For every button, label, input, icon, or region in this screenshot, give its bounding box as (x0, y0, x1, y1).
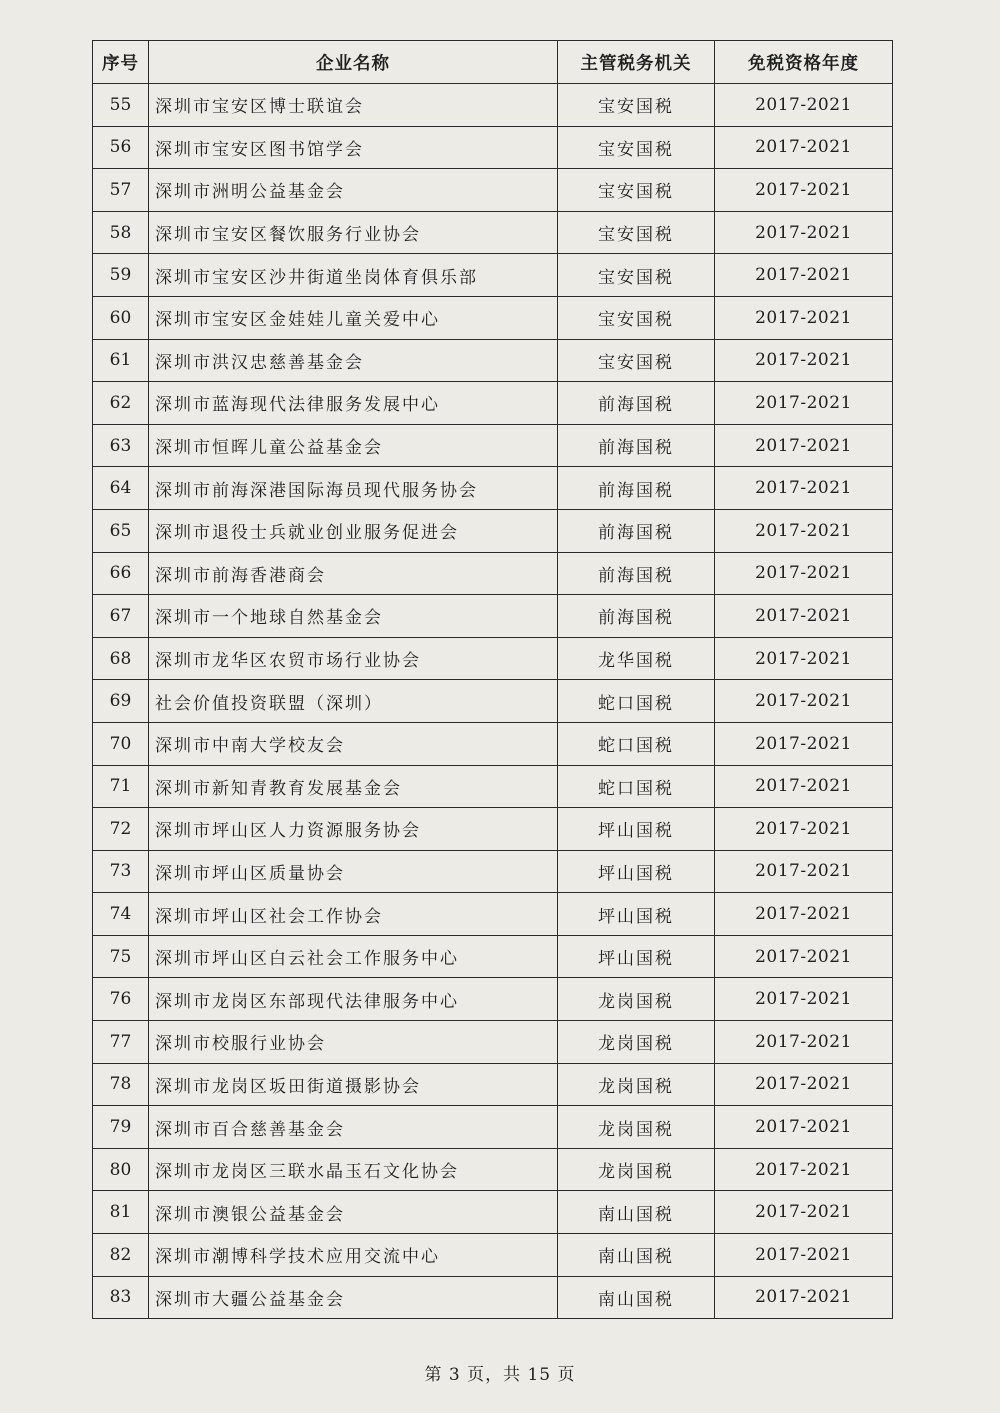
row-exemption-years: 2017-2021 (715, 254, 893, 297)
row-tax-office: 蛇口国税 (558, 765, 715, 808)
row-exemption-years: 2017-2021 (715, 211, 893, 254)
row-org-name: 深圳市恒晖儿童公益基金会 (149, 424, 558, 467)
row-tax-office: 蛇口国税 (558, 680, 715, 723)
row-seq: 64 (93, 467, 149, 510)
row-org-name: 深圳市洪汉忠慈善基金会 (149, 339, 558, 382)
row-org-name: 深圳市中南大学校友会 (149, 722, 558, 765)
row-org-name: 深圳市退役士兵就业创业服务促进会 (149, 509, 558, 552)
row-exemption-years: 2017-2021 (715, 382, 893, 425)
row-exemption-years: 2017-2021 (715, 1191, 893, 1234)
row-tax-office: 龙岗国税 (558, 1106, 715, 1149)
row-exemption-years: 2017-2021 (715, 296, 893, 339)
row-org-name: 深圳市宝安区博士联谊会 (149, 84, 558, 127)
row-seq: 75 (93, 935, 149, 978)
header-years: 免税资格年度 (715, 41, 893, 84)
table-row (93, 211, 893, 254)
row-tax-office: 坪山国税 (558, 850, 715, 893)
row-exemption-years: 2017-2021 (715, 339, 893, 382)
header-name: 企业名称 (149, 41, 558, 84)
row-seq: 79 (93, 1106, 149, 1149)
row-exemption-years: 2017-2021 (715, 126, 893, 169)
row-seq: 74 (93, 893, 149, 936)
row-seq: 72 (93, 808, 149, 851)
row-seq: 66 (93, 552, 149, 595)
row-org-name: 深圳市宝安区图书馆学会 (149, 126, 558, 169)
table-row (93, 296, 893, 339)
row-exemption-years: 2017-2021 (715, 467, 893, 510)
row-exemption-years: 2017-2021 (715, 1063, 893, 1106)
row-seq: 81 (93, 1191, 149, 1234)
row-org-name: 深圳市坪山区质量协会 (149, 850, 558, 893)
row-exemption-years: 2017-2021 (715, 765, 893, 808)
row-exemption-years: 2017-2021 (715, 84, 893, 127)
table-row (93, 169, 893, 212)
row-seq: 59 (93, 254, 149, 297)
row-tax-office: 宝安国税 (558, 84, 715, 127)
table-row (93, 808, 893, 851)
row-tax-office: 前海国税 (558, 382, 715, 425)
row-org-name: 深圳市坪山区人力资源服务协会 (149, 808, 558, 851)
row-tax-office: 宝安国税 (558, 211, 715, 254)
row-tax-office: 坪山国税 (558, 808, 715, 851)
row-tax-office: 龙岗国税 (558, 1021, 715, 1064)
row-seq: 71 (93, 765, 149, 808)
row-org-name: 深圳市校服行业协会 (149, 1021, 558, 1064)
table-row (93, 254, 893, 297)
row-seq: 61 (93, 339, 149, 382)
row-seq: 77 (93, 1021, 149, 1064)
table-row (93, 1191, 893, 1234)
table-header-row (93, 41, 893, 84)
row-exemption-years: 2017-2021 (715, 1021, 893, 1064)
row-exemption-years: 2017-2021 (715, 552, 893, 595)
row-tax-office: 前海国税 (558, 595, 715, 638)
row-exemption-years: 2017-2021 (715, 595, 893, 638)
row-org-name: 深圳市龙岗区东部现代法律服务中心 (149, 978, 558, 1021)
row-seq: 57 (93, 169, 149, 212)
row-seq: 68 (93, 637, 149, 680)
table-row (93, 595, 893, 638)
table-row (93, 850, 893, 893)
row-tax-office: 龙华国税 (558, 637, 715, 680)
table-row (93, 1106, 893, 1149)
table-row (93, 84, 893, 127)
row-exemption-years: 2017-2021 (715, 1106, 893, 1149)
row-org-name: 深圳市潮博科学技术应用交流中心 (149, 1234, 558, 1277)
row-tax-office: 龙岗国税 (558, 978, 715, 1021)
row-org-name: 深圳市百合慈善基金会 (149, 1106, 558, 1149)
row-org-name: 深圳市坪山区白云社会工作服务中心 (149, 935, 558, 978)
row-tax-office: 宝安国税 (558, 169, 715, 212)
table-row (93, 765, 893, 808)
row-tax-office: 南山国税 (558, 1234, 715, 1277)
row-exemption-years: 2017-2021 (715, 978, 893, 1021)
table-row (93, 1148, 893, 1191)
row-exemption-years: 2017-2021 (715, 424, 893, 467)
header-office: 主管税务机关 (558, 41, 715, 84)
row-seq: 80 (93, 1148, 149, 1191)
table-row (93, 680, 893, 723)
row-tax-office: 蛇口国税 (558, 722, 715, 765)
table-row (93, 126, 893, 169)
row-exemption-years: 2017-2021 (715, 808, 893, 851)
row-seq: 62 (93, 382, 149, 425)
row-tax-office: 南山国税 (558, 1191, 715, 1234)
row-tax-office: 前海国税 (558, 424, 715, 467)
table-row (93, 467, 893, 510)
table-row (93, 1276, 893, 1319)
row-seq: 63 (93, 424, 149, 467)
row-tax-office: 龙岗国税 (558, 1148, 715, 1191)
table-row (93, 893, 893, 936)
row-org-name: 深圳市龙岗区坂田街道摄影协会 (149, 1063, 558, 1106)
row-exemption-years: 2017-2021 (715, 722, 893, 765)
row-org-name: 深圳市前海香港商会 (149, 552, 558, 595)
row-seq: 73 (93, 850, 149, 893)
row-seq: 78 (93, 1063, 149, 1106)
row-seq: 76 (93, 978, 149, 1021)
page-number: 第 3 页，共 15 页 (424, 1365, 576, 1385)
row-org-name: 深圳市澳银公益基金会 (149, 1191, 558, 1234)
row-seq: 70 (93, 722, 149, 765)
row-tax-office: 龙岗国税 (558, 1063, 715, 1106)
table-row (93, 339, 893, 382)
row-org-name: 深圳市前海深港国际海员现代服务协会 (149, 467, 558, 510)
table-row (93, 978, 893, 1021)
row-org-name: 深圳市宝安区餐饮服务行业协会 (149, 211, 558, 254)
row-tax-office: 宝安国税 (558, 254, 715, 297)
table-row (93, 1063, 893, 1106)
row-seq: 58 (93, 211, 149, 254)
row-org-name: 社会价值投资联盟（深圳） (149, 680, 558, 723)
row-org-name: 深圳市蓝海现代法律服务发展中心 (149, 382, 558, 425)
row-org-name: 深圳市龙华区农贸市场行业协会 (149, 637, 558, 680)
row-org-name: 深圳市宝安区金娃娃儿童关爱中心 (149, 296, 558, 339)
row-seq: 56 (93, 126, 149, 169)
row-exemption-years: 2017-2021 (715, 509, 893, 552)
row-exemption-years: 2017-2021 (715, 169, 893, 212)
row-seq: 55 (93, 84, 149, 127)
row-tax-office: 宝安国税 (558, 296, 715, 339)
row-org-name: 深圳市大疆公益基金会 (149, 1276, 558, 1319)
table-row (93, 637, 893, 680)
row-seq: 82 (93, 1234, 149, 1277)
table-row (93, 935, 893, 978)
row-org-name: 深圳市宝安区沙井街道坐岗体育俱乐部 (149, 254, 558, 297)
row-exemption-years: 2017-2021 (715, 680, 893, 723)
table-row (93, 424, 893, 467)
header-seq: 序号 (93, 41, 149, 84)
row-tax-office: 坪山国税 (558, 893, 715, 936)
table-row (93, 1234, 893, 1277)
row-exemption-years: 2017-2021 (715, 893, 893, 936)
row-tax-office: 前海国税 (558, 467, 715, 510)
table-row (93, 552, 893, 595)
row-org-name: 深圳市洲明公益基金会 (149, 169, 558, 212)
table-row (93, 1021, 893, 1064)
table-row (93, 509, 893, 552)
row-exemption-years: 2017-2021 (715, 1148, 893, 1191)
tax-exemption-table (92, 40, 893, 1319)
row-seq: 69 (93, 680, 149, 723)
row-org-name: 深圳市龙岗区三联水晶玉石文化协会 (149, 1148, 558, 1191)
row-tax-office: 宝安国税 (558, 126, 715, 169)
row-tax-office: 宝安国税 (558, 339, 715, 382)
row-seq: 60 (93, 296, 149, 339)
row-exemption-years: 2017-2021 (715, 935, 893, 978)
row-exemption-years: 2017-2021 (715, 637, 893, 680)
row-seq: 67 (93, 595, 149, 638)
row-tax-office: 前海国税 (558, 509, 715, 552)
table-body (93, 84, 893, 1319)
table-row (93, 382, 893, 425)
table-row (93, 722, 893, 765)
row-tax-office: 坪山国税 (558, 935, 715, 978)
row-tax-office: 前海国税 (558, 552, 715, 595)
row-seq: 83 (93, 1276, 149, 1319)
row-exemption-years: 2017-2021 (715, 850, 893, 893)
row-org-name: 深圳市新知青教育发展基金会 (149, 765, 558, 808)
row-org-name: 深圳市坪山区社会工作协会 (149, 893, 558, 936)
row-exemption-years: 2017-2021 (715, 1276, 893, 1319)
row-seq: 65 (93, 509, 149, 552)
row-org-name: 深圳市一个地球自然基金会 (149, 595, 558, 638)
row-exemption-years: 2017-2021 (715, 1234, 893, 1277)
row-tax-office: 南山国税 (558, 1276, 715, 1319)
